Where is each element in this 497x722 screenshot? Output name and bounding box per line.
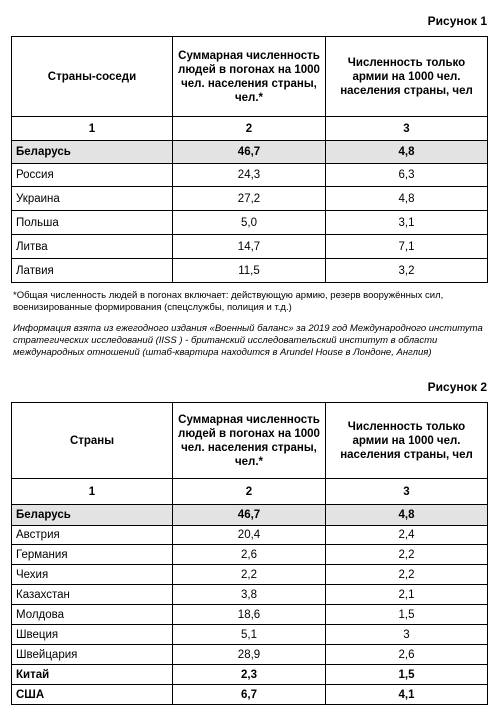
table-row xyxy=(12,526,488,545)
country-cell: Россия xyxy=(12,164,173,187)
country-cell: Польша xyxy=(12,211,173,235)
army-cell: 4,8 xyxy=(326,187,488,211)
table-row xyxy=(12,187,488,211)
table-row xyxy=(12,585,488,605)
index-cell: 3 xyxy=(326,479,488,505)
army-cell: 3 xyxy=(326,625,488,645)
country-cell: Литва xyxy=(12,235,173,259)
country-cell: Швеция xyxy=(12,625,173,645)
army-cell: 7,1 xyxy=(326,235,488,259)
total-cell: 46,7 xyxy=(173,505,326,526)
table-row xyxy=(12,645,488,665)
header-total-uniformed: Суммарная численность людей в погонах на 1000 чел. населения страны, чел.* xyxy=(173,37,326,117)
total-cell: 6,7 xyxy=(173,685,326,705)
header-countries: Страны xyxy=(12,403,173,479)
army-cell: 2,2 xyxy=(326,545,488,565)
total-cell: 5,0 xyxy=(173,211,326,235)
total-cell: 46,7 xyxy=(173,141,326,164)
table-header-row xyxy=(12,403,488,479)
country-cell: США xyxy=(12,685,173,705)
army-cell: 2,1 xyxy=(326,585,488,605)
total-cell: 2,6 xyxy=(173,545,326,565)
header-total-uniformed: Суммарная численность людей в погонах на 1000 чел. населения страны, чел.* xyxy=(173,403,326,479)
country-cell: Германия xyxy=(12,545,173,565)
total-cell: 2,2 xyxy=(173,565,326,585)
source-note: Информация взята из ежегодного издания «Военный баланс» за 2019 год Международного института стратегических исследований (IISS ) - британский исследовательский институт в области международных отношений (штаб-квартира находится в Arundel House в Лондоне, Англия) xyxy=(13,323,483,358)
army-cell: 1,5 xyxy=(326,665,488,685)
index-cell: 1 xyxy=(12,479,173,505)
table-row xyxy=(12,605,488,625)
table-row xyxy=(12,164,488,187)
army-cell: 1,5 xyxy=(326,605,488,625)
table-header-row xyxy=(12,37,488,117)
header-countries: Страны-соседи xyxy=(12,37,173,117)
army-cell: 2,4 xyxy=(326,526,488,545)
army-cell: 3,1 xyxy=(326,211,488,235)
index-cell: 3 xyxy=(326,117,488,141)
table-row xyxy=(12,625,488,645)
table-row xyxy=(12,211,488,235)
footnote: *Общая численность людей в погонах включает: действующую армию, резерв вооружённых сил, военизированные формирования (спецслужбы, полиция и т.д.) xyxy=(13,290,444,313)
table-row xyxy=(12,685,488,705)
army-cell: 6,3 xyxy=(326,164,488,187)
total-cell: 5,1 xyxy=(173,625,326,645)
index-cell: 2 xyxy=(173,117,326,141)
total-cell: 28,9 xyxy=(173,645,326,665)
total-cell: 2,3 xyxy=(173,665,326,685)
header-army-only: Численность только армии на 1000 чел. населения страны, чел xyxy=(326,403,488,479)
total-cell: 3,8 xyxy=(173,585,326,605)
figure-1-label: Рисунок 1 xyxy=(427,14,487,28)
total-cell: 24,3 xyxy=(173,164,326,187)
table-index-row xyxy=(12,117,488,141)
army-cell: 4,1 xyxy=(326,685,488,705)
table-neighbors xyxy=(11,36,488,283)
table-countries xyxy=(11,402,488,705)
table-row xyxy=(12,235,488,259)
country-cell: Латвия xyxy=(12,259,173,283)
country-cell: Беларусь xyxy=(12,505,173,526)
index-cell: 1 xyxy=(12,117,173,141)
total-cell: 11,5 xyxy=(173,259,326,283)
header-army-only: Численность только армии на 1000 чел. населения страны, чел xyxy=(326,37,488,117)
table-row xyxy=(12,665,488,685)
index-cell: 2 xyxy=(173,479,326,505)
army-cell: 3,2 xyxy=(326,259,488,283)
army-cell: 2,6 xyxy=(326,645,488,665)
table-row xyxy=(12,259,488,283)
army-cell: 4,8 xyxy=(326,141,488,164)
country-cell: Китай xyxy=(12,665,173,685)
table-row xyxy=(12,141,488,164)
table-index-row xyxy=(12,479,488,505)
total-cell: 20,4 xyxy=(173,526,326,545)
table-row xyxy=(12,545,488,565)
country-cell: Молдова xyxy=(12,605,173,625)
total-cell: 18,6 xyxy=(173,605,326,625)
figure-2-label: Рисунок 2 xyxy=(427,380,487,394)
table-row xyxy=(12,505,488,526)
total-cell: 27,2 xyxy=(173,187,326,211)
country-cell: Швейцария xyxy=(12,645,173,665)
country-cell: Украина xyxy=(12,187,173,211)
army-cell: 4,8 xyxy=(326,505,488,526)
country-cell: Казахстан xyxy=(12,585,173,605)
country-cell: Беларусь xyxy=(12,141,173,164)
army-cell: 2,2 xyxy=(326,565,488,585)
total-cell: 14,7 xyxy=(173,235,326,259)
country-cell: Чехия xyxy=(12,565,173,585)
table-row xyxy=(12,565,488,585)
country-cell: Австрия xyxy=(12,526,173,545)
